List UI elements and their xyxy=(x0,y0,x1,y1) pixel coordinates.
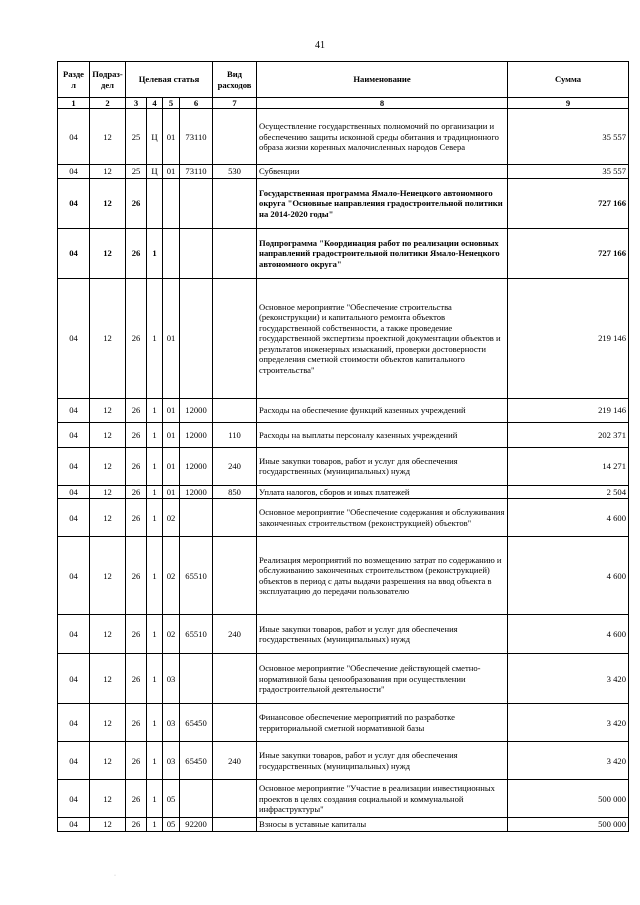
name-cell: Субвенции xyxy=(257,165,508,178)
podrazdel-cell: 12 xyxy=(90,537,126,615)
subprogram-code-cell: 1 xyxy=(147,615,163,654)
header-sum: Сумма xyxy=(508,62,629,98)
name-cell: Расходы на выплаты персоналу казенных учреждений xyxy=(257,422,508,447)
expense-type-cell: 240 xyxy=(213,742,257,780)
subprogram-code-cell: 1 xyxy=(147,780,163,818)
column-number: 7 xyxy=(213,98,257,109)
podrazdel-cell: 12 xyxy=(90,615,126,654)
name-cell: Расходы на обеспечение функций казенных учреждений xyxy=(257,398,508,422)
razdel-cell: 04 xyxy=(58,485,90,498)
podrazdel-cell: 12 xyxy=(90,499,126,537)
direction-code-cell: 65450 xyxy=(180,704,213,742)
sum-cell: 219 146 xyxy=(508,398,629,422)
podrazdel-cell: 12 xyxy=(90,178,126,228)
razdel-cell: 04 xyxy=(58,704,90,742)
table-row xyxy=(58,165,629,178)
header-target-article: Целевая статья xyxy=(126,62,213,98)
razdel-cell: 04 xyxy=(58,228,90,278)
program-code-cell: 26 xyxy=(126,447,147,485)
column-number: 9 xyxy=(508,98,629,109)
table-body xyxy=(58,109,629,831)
expense-type-cell xyxy=(213,818,257,831)
program-code-cell: 26 xyxy=(126,742,147,780)
subprogram-code-cell: 1 xyxy=(147,398,163,422)
podrazdel-cell: 12 xyxy=(90,704,126,742)
event-code-cell: 01 xyxy=(163,278,180,398)
table-row xyxy=(58,422,629,447)
podrazdel-cell: 12 xyxy=(90,742,126,780)
table-row xyxy=(58,398,629,422)
podrazdel-cell: 12 xyxy=(90,818,126,831)
table-row xyxy=(58,615,629,654)
sum-cell: 727 166 xyxy=(508,228,629,278)
direction-code-cell xyxy=(180,499,213,537)
direction-code-cell: 65450 xyxy=(180,742,213,780)
program-code-cell: 26 xyxy=(126,654,147,704)
podrazdel-cell: 12 xyxy=(90,780,126,818)
expense-type-cell xyxy=(213,704,257,742)
name-cell: Основное мероприятие "Участие в реализации инвестиционных проектов в целях создания социальной и коммунальной инфраструктуры" xyxy=(257,780,508,818)
expense-type-cell: 110 xyxy=(213,422,257,447)
event-code-cell: 05 xyxy=(163,818,180,831)
subprogram-code-cell: 1 xyxy=(147,499,163,537)
razdel-cell: 04 xyxy=(58,615,90,654)
expense-type-cell xyxy=(213,178,257,228)
subprogram-code-cell xyxy=(147,178,163,228)
razdel-cell: 04 xyxy=(58,109,90,165)
podrazdel-cell: 12 xyxy=(90,398,126,422)
direction-code-cell: 73110 xyxy=(180,165,213,178)
expense-type-cell xyxy=(213,278,257,398)
sum-cell: 14 271 xyxy=(508,447,629,485)
razdel-cell: 04 xyxy=(58,447,90,485)
name-cell: Взносы в уставные капиталы xyxy=(257,818,508,831)
table-row xyxy=(58,818,629,831)
program-code-cell: 26 xyxy=(126,537,147,615)
program-code-cell: 26 xyxy=(126,499,147,537)
name-cell: Иные закупки товаров, работ и услуг для обеспечения государственных (муниципальных) нужд xyxy=(257,615,508,654)
sum-cell: 3 420 xyxy=(508,654,629,704)
header-expense-type: Вид расходов xyxy=(213,62,257,98)
name-cell: Подпрограмма "Координация работ по реализации основных направлений градостроительной политики Ямало-Ненецкого автономного округа" xyxy=(257,228,508,278)
sum-cell: 3 420 xyxy=(508,704,629,742)
program-code-cell: 26 xyxy=(126,422,147,447)
expense-type-cell xyxy=(213,780,257,818)
sum-cell: 727 166 xyxy=(508,178,629,228)
razdel-cell: 04 xyxy=(58,818,90,831)
event-code-cell: 02 xyxy=(163,499,180,537)
expense-type-cell xyxy=(213,398,257,422)
event-code-cell: 01 xyxy=(163,447,180,485)
table-row xyxy=(58,109,629,165)
event-code-cell: 01 xyxy=(163,398,180,422)
event-code-cell: 01 xyxy=(163,422,180,447)
direction-code-cell: 73110 xyxy=(180,109,213,165)
event-code-cell: 01 xyxy=(163,165,180,178)
subprogram-code-cell: 1 xyxy=(147,818,163,831)
podrazdel-cell: 12 xyxy=(90,109,126,165)
sum-cell: 35 557 xyxy=(508,109,629,165)
table-row xyxy=(58,499,629,537)
name-cell: Финансовое обеспечение мероприятий по разработке территориальной сметной нормативной базы xyxy=(257,704,508,742)
sum-cell: 4 600 xyxy=(508,537,629,615)
direction-code-cell: 92200 xyxy=(180,818,213,831)
expense-type-cell: 240 xyxy=(213,615,257,654)
table-row xyxy=(58,704,629,742)
subprogram-code-cell: 1 xyxy=(147,654,163,704)
column-number-row xyxy=(58,98,629,109)
razdel-cell: 04 xyxy=(58,165,90,178)
razdel-cell: 04 xyxy=(58,398,90,422)
scan-mark: · xyxy=(114,873,116,879)
razdel-cell: 04 xyxy=(58,178,90,228)
program-code-cell: 26 xyxy=(126,228,147,278)
sum-cell: 4 600 xyxy=(508,615,629,654)
event-code-cell: 02 xyxy=(163,615,180,654)
expense-type-cell xyxy=(213,654,257,704)
direction-code-cell xyxy=(180,228,213,278)
name-cell: Уплата налогов, сборов и иных платежей xyxy=(257,485,508,498)
subprogram-code-cell: 1 xyxy=(147,537,163,615)
podrazdel-cell: 12 xyxy=(90,485,126,498)
name-cell: Реализация мероприятий по возмещению затрат по содержанию и обслуживанию законченных строительством (реконструкцией) объектов в период с даты выдачи разрешения на ввод объекта в эксплуатацию до передачи пользователю xyxy=(257,537,508,615)
program-code-cell: 26 xyxy=(126,485,147,498)
name-cell: Основное мероприятие "Обеспечение действующей сметно-нормативной базы ценообразования при осуществлении градостроительной деятельности" xyxy=(257,654,508,704)
program-code-cell: 26 xyxy=(126,398,147,422)
podrazdel-cell: 12 xyxy=(90,447,126,485)
column-number: 4 xyxy=(147,98,163,109)
event-code-cell: 01 xyxy=(163,485,180,498)
razdel-cell: 04 xyxy=(58,654,90,704)
event-code-cell: 03 xyxy=(163,654,180,704)
program-code-cell: 26 xyxy=(126,178,147,228)
column-number: 5 xyxy=(163,98,180,109)
subprogram-code-cell: 1 xyxy=(147,704,163,742)
table-row xyxy=(58,780,629,818)
header-podrazdel: Подраз- дел xyxy=(90,62,126,98)
subprogram-code-cell: 1 xyxy=(147,742,163,780)
razdel-cell: 04 xyxy=(58,278,90,398)
podrazdel-cell: 12 xyxy=(90,165,126,178)
podrazdel-cell: 12 xyxy=(90,278,126,398)
column-number: 3 xyxy=(126,98,147,109)
column-number: 6 xyxy=(180,98,213,109)
header-row xyxy=(58,62,629,98)
razdel-cell: 04 xyxy=(58,537,90,615)
budget-table xyxy=(57,61,629,832)
expense-type-cell xyxy=(213,499,257,537)
column-number: 2 xyxy=(90,98,126,109)
program-code-cell: 26 xyxy=(126,615,147,654)
direction-code-cell: 12000 xyxy=(180,447,213,485)
sum-cell: 219 146 xyxy=(508,278,629,398)
direction-code-cell xyxy=(180,278,213,398)
sum-cell: 35 557 xyxy=(508,165,629,178)
event-code-cell xyxy=(163,178,180,228)
sum-cell: 500 000 xyxy=(508,780,629,818)
event-code-cell xyxy=(163,228,180,278)
name-cell: Осуществление государственных полномочий по организации и обеспечению защиты исконной среды обитания и традиционного образа жизни коренных малочисленных народов Севера xyxy=(257,109,508,165)
event-code-cell: 05 xyxy=(163,780,180,818)
table-row xyxy=(58,742,629,780)
table-row xyxy=(58,228,629,278)
program-code-cell: 25 xyxy=(126,109,147,165)
razdel-cell: 04 xyxy=(58,780,90,818)
program-code-cell: 26 xyxy=(126,818,147,831)
event-code-cell: 01 xyxy=(163,109,180,165)
event-code-cell: 03 xyxy=(163,742,180,780)
sum-cell: 3 420 xyxy=(508,742,629,780)
name-cell: Государственная программа Ямало-Ненецкого автономного округа "Основные направления градостроительной политики на 2014-2020 годы" xyxy=(257,178,508,228)
table-row xyxy=(58,537,629,615)
razdel-cell: 04 xyxy=(58,422,90,447)
expense-type-cell xyxy=(213,228,257,278)
column-number: 1 xyxy=(58,98,90,109)
program-code-cell: 26 xyxy=(126,278,147,398)
name-cell: Иные закупки товаров, работ и услуг для обеспечения государственных (муниципальных) нужд xyxy=(257,447,508,485)
subprogram-code-cell: 1 xyxy=(147,228,163,278)
subprogram-code-cell: 1 xyxy=(147,422,163,447)
direction-code-cell xyxy=(180,654,213,704)
table-row xyxy=(58,447,629,485)
page-number: 41 xyxy=(315,40,325,51)
name-cell: Иные закупки товаров, работ и услуг для обеспечения государственных (муниципальных) нужд xyxy=(257,742,508,780)
column-number: 8 xyxy=(257,98,508,109)
program-code-cell: 26 xyxy=(126,704,147,742)
direction-code-cell: 12000 xyxy=(180,422,213,447)
podrazdel-cell: 12 xyxy=(90,228,126,278)
event-code-cell: 03 xyxy=(163,704,180,742)
table-row xyxy=(58,178,629,228)
expense-type-cell xyxy=(213,109,257,165)
sum-cell: 2 504 xyxy=(508,485,629,498)
direction-code-cell: 65510 xyxy=(180,537,213,615)
subprogram-code-cell: 1 xyxy=(147,485,163,498)
sum-cell: 202 371 xyxy=(508,422,629,447)
name-cell: Основное мероприятие "Обеспечение содержания и обслуживания законченных строительством (реконструкцией) объектов" xyxy=(257,499,508,537)
podrazdel-cell: 12 xyxy=(90,422,126,447)
podrazdel-cell: 12 xyxy=(90,654,126,704)
event-code-cell: 02 xyxy=(163,537,180,615)
direction-code-cell: 12000 xyxy=(180,485,213,498)
sum-cell: 500 000 xyxy=(508,818,629,831)
header-razdel: Разде л xyxy=(58,62,90,98)
subprogram-code-cell: Ц xyxy=(147,109,163,165)
program-code-cell: 25 xyxy=(126,165,147,178)
subprogram-code-cell: 1 xyxy=(147,278,163,398)
header-name: Наименование xyxy=(257,62,508,98)
expense-type-cell: 240 xyxy=(213,447,257,485)
direction-code-cell: 65510 xyxy=(180,615,213,654)
expense-type-cell xyxy=(213,537,257,615)
table-row xyxy=(58,278,629,398)
name-cell: Основное мероприятие "Обеспечение строительства (реконструкции) и капитального ремонта объектов государственной собственности, а также проведение государственной экспертизы проектной документации объектов и результатов инженерных изысканий, проверки достоверности определения сметной стоимости объектов капитального строительства" xyxy=(257,278,508,398)
sum-cell: 4 600 xyxy=(508,499,629,537)
table-row xyxy=(58,654,629,704)
razdel-cell: 04 xyxy=(58,742,90,780)
direction-code-cell: 12000 xyxy=(180,398,213,422)
expense-type-cell: 530 xyxy=(213,165,257,178)
direction-code-cell xyxy=(180,780,213,818)
program-code-cell: 26 xyxy=(126,780,147,818)
subprogram-code-cell: Ц xyxy=(147,165,163,178)
direction-code-cell xyxy=(180,178,213,228)
expense-type-cell: 850 xyxy=(213,485,257,498)
razdel-cell: 04 xyxy=(58,499,90,537)
table-row xyxy=(58,485,629,498)
subprogram-code-cell: 1 xyxy=(147,447,163,485)
